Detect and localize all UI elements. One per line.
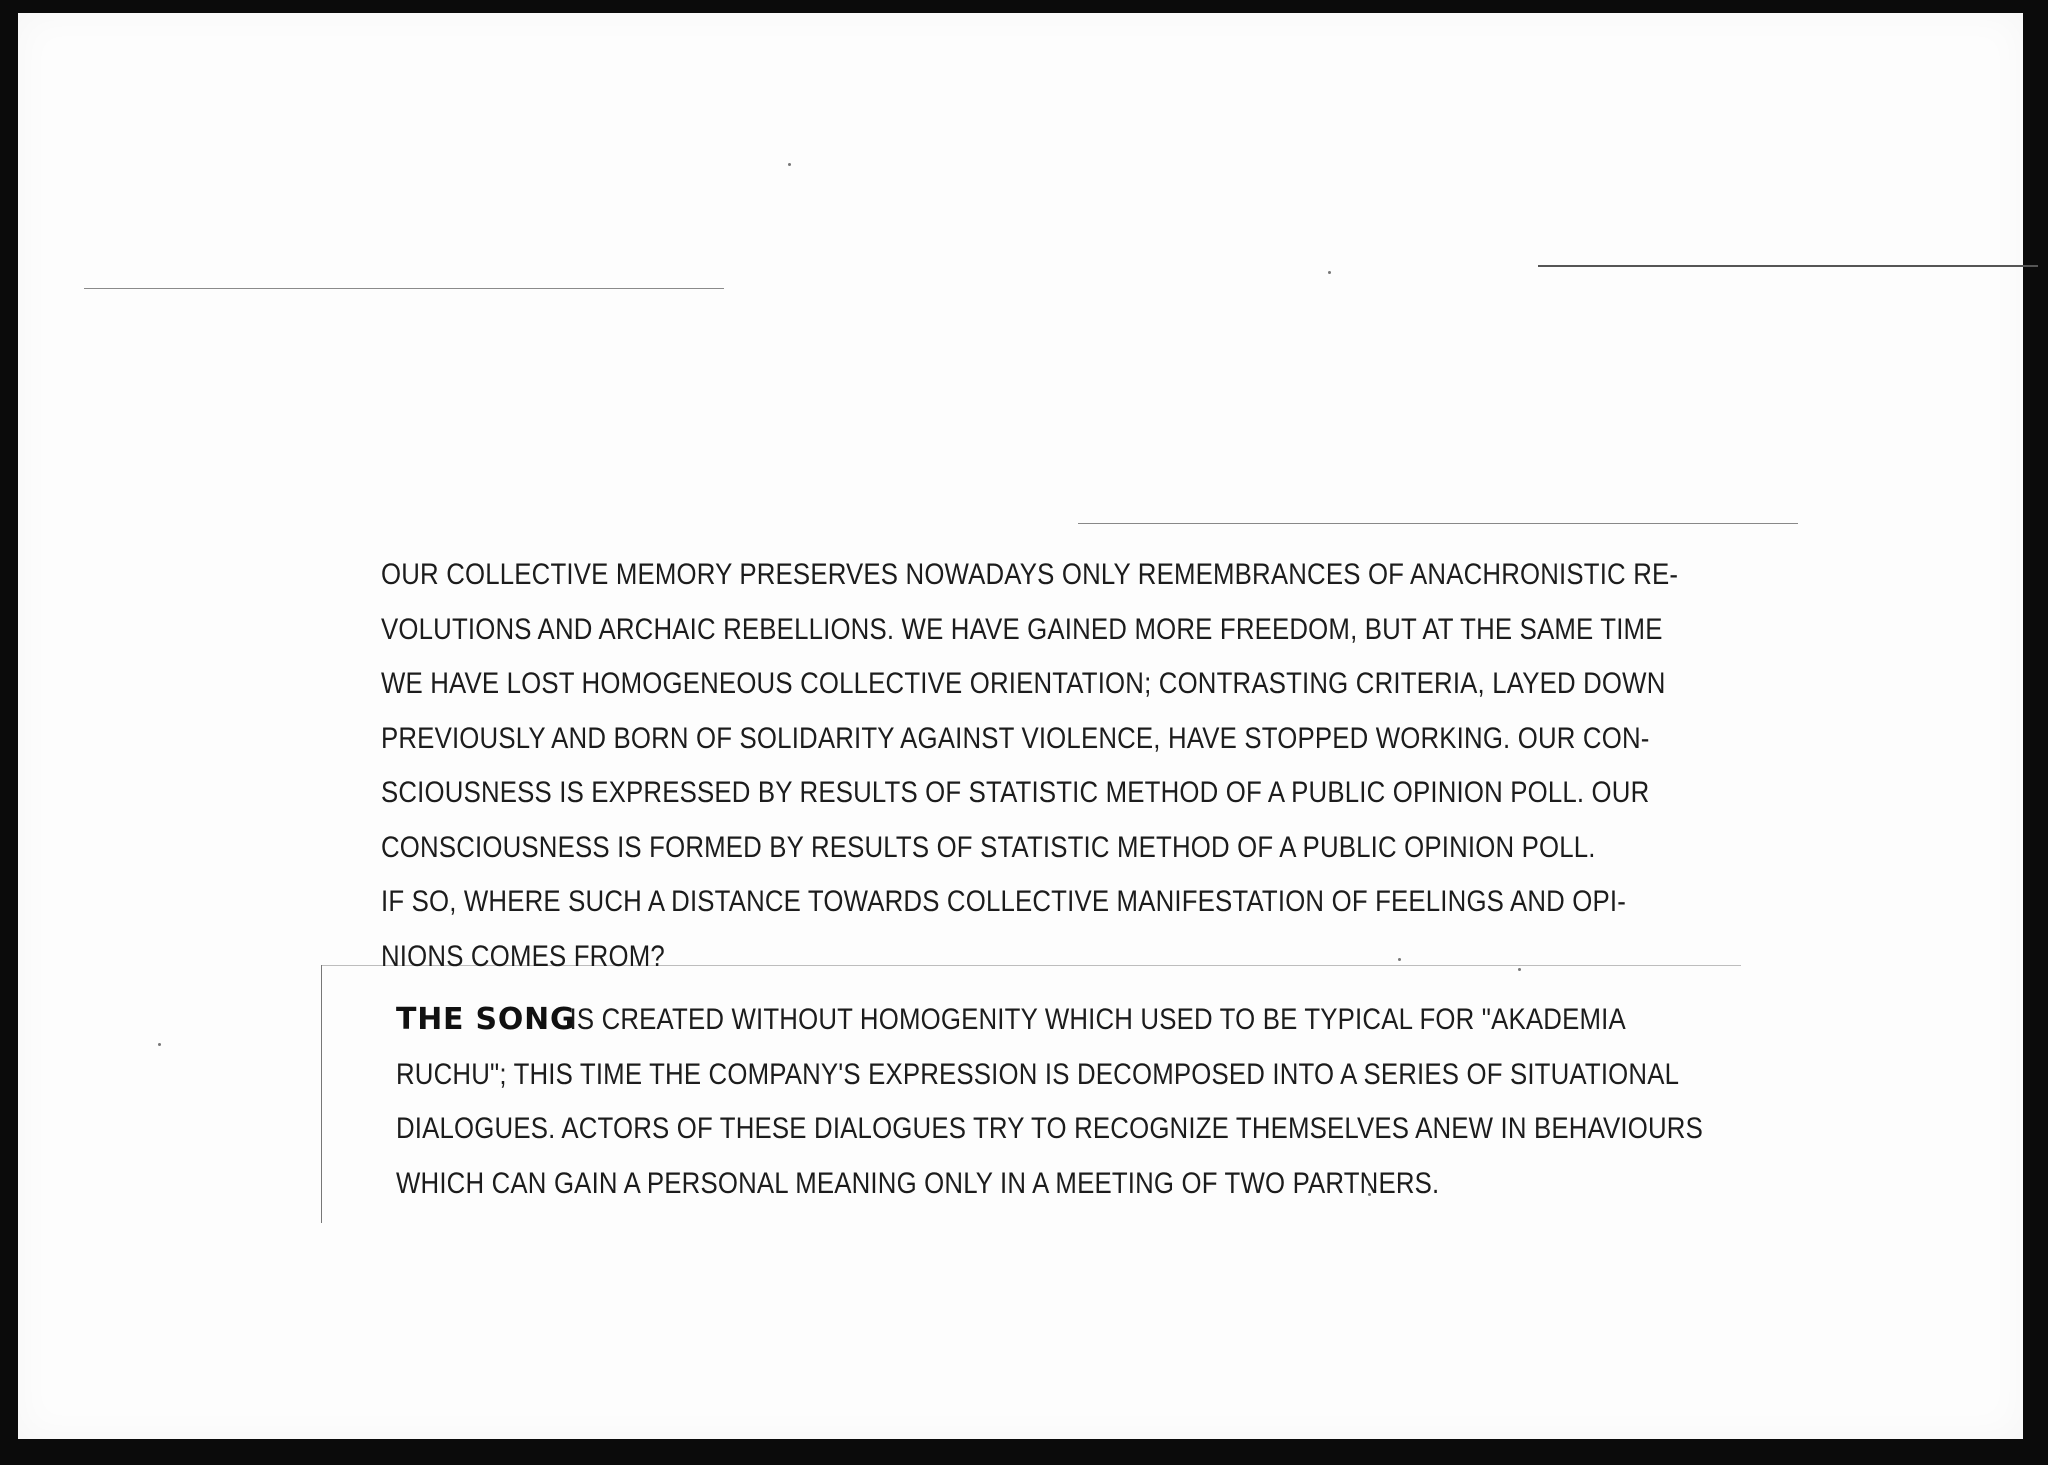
horizontal-rule-top-left — [84, 288, 724, 289]
horizontal-rule-above-text — [1078, 523, 1798, 524]
text-line: DIALOGUES. ACTORS OF THESE DIALOGUES TRY TO RECOGNIZE THEMSELVES ANEW IN BEHAVIOURS — [396, 1112, 1703, 1145]
text-line: VOLUTIONS AND ARCHAIC REBELLIONS. WE HAVE GAINED MORE FREEDOM, BUT AT THE SAME TIME — [381, 612, 1663, 646]
text-line-with-title — [396, 993, 1738, 1048]
paragraph-the-song — [396, 993, 1738, 1211]
text-line: RUCHU"; THIS TIME THE COMPANY'S EXPRESSION IS DECOMPOSED INTO A SERIES OF SITUATIONAL — [396, 1057, 1680, 1091]
text-line: PREVIOUSLY AND BORN OF SOLIDARITY AGAINST VIOLENCE, HAVE STOPPED WORKING. OUR CON- — [381, 721, 1650, 755]
text-line: SCIOUSNESS IS EXPRESSED BY RESULTS OF STATISTIC METHOD OF A PUBLIC OPINION POLL. OUR — [381, 776, 1650, 809]
song-title: THE SONG — [396, 1002, 576, 1037]
dust-speck — [1328, 271, 1331, 274]
text-line: IF SO, WHERE SUCH A DISTANCE TOWARDS COLLECTIVE MANIFESTATION OF FEELINGS AND OPI- — [381, 885, 1627, 918]
text-line: WHICH CAN GAIN A PERSONAL MEANING ONLY IN A MEETING OF TWO PARTNERS. — [396, 1166, 1440, 1200]
text-line: IS CREATED WITHOUT HOMOGENITY WHICH USED TO BE TYPICAL FOR "AKADEMIA — [569, 1003, 1626, 1036]
text-line: OUR COLLECTIVE MEMORY PRESERVES NOWADAYS ONLY REMEMBRANCES OF ANACHRONISTIC RE- — [381, 558, 1679, 591]
paragraph-collective-memory — [381, 548, 1714, 984]
document-page — [18, 13, 2023, 1439]
horizontal-rule-top-right — [1538, 265, 2038, 267]
vertical-rule-box-left — [321, 965, 322, 1223]
text-line: CONSCIOUSNESS IS FORMED BY RESULTS OF STATISTIC METHOD OF A PUBLIC OPINION POLL. — [381, 830, 1596, 864]
dust-speck — [788, 163, 791, 166]
text-line: WE HAVE LOST HOMOGENEOUS COLLECTIVE ORIENTATION; CONTRASTING CRITERIA, LAYED DOWN — [381, 667, 1666, 700]
dust-speck — [158, 1043, 161, 1046]
text-line: NIONS COMES FROM? — [381, 939, 665, 973]
